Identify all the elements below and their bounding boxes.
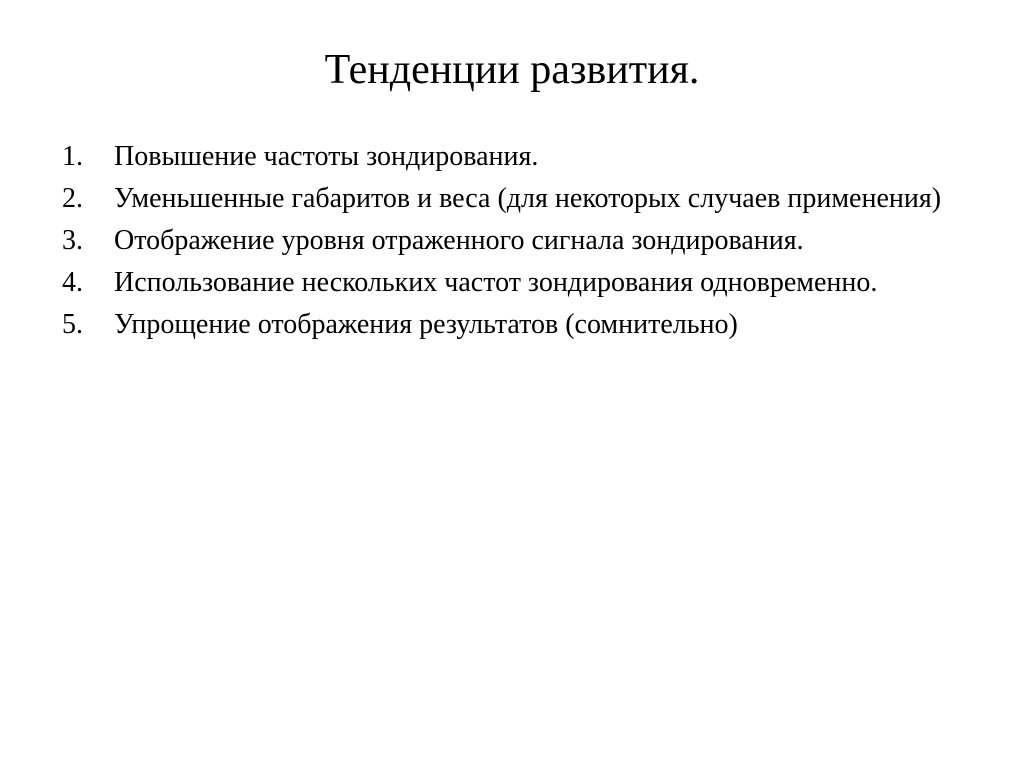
slide-title: Тенденции развития. <box>324 47 700 93</box>
list-item <box>62 136 982 178</box>
list-item <box>62 220 982 262</box>
list-item-text: Отображение уровня отраженного сигнала зондирования. <box>114 225 804 256</box>
list-item <box>62 178 982 220</box>
list-item-text: Упрощение отображения результатов (сомнительно) <box>114 309 738 340</box>
list-item <box>62 262 982 304</box>
list-item-number: 1. <box>62 141 83 172</box>
list-item-number: 4. <box>62 267 83 298</box>
list-item-number: 2. <box>62 183 83 214</box>
trend-list <box>62 136 982 346</box>
list-item-number: 3. <box>62 225 83 256</box>
list-item-text: Уменьшенные габаритов и веса (для некоторых случаев применения) <box>114 183 942 214</box>
list-item <box>62 304 982 346</box>
list-item-text: Повышение частоты зондирования. <box>114 141 539 172</box>
list-item-number: 5. <box>62 309 83 340</box>
list-item-text: Использование нескольких частот зондирования одновременно. <box>114 267 878 298</box>
